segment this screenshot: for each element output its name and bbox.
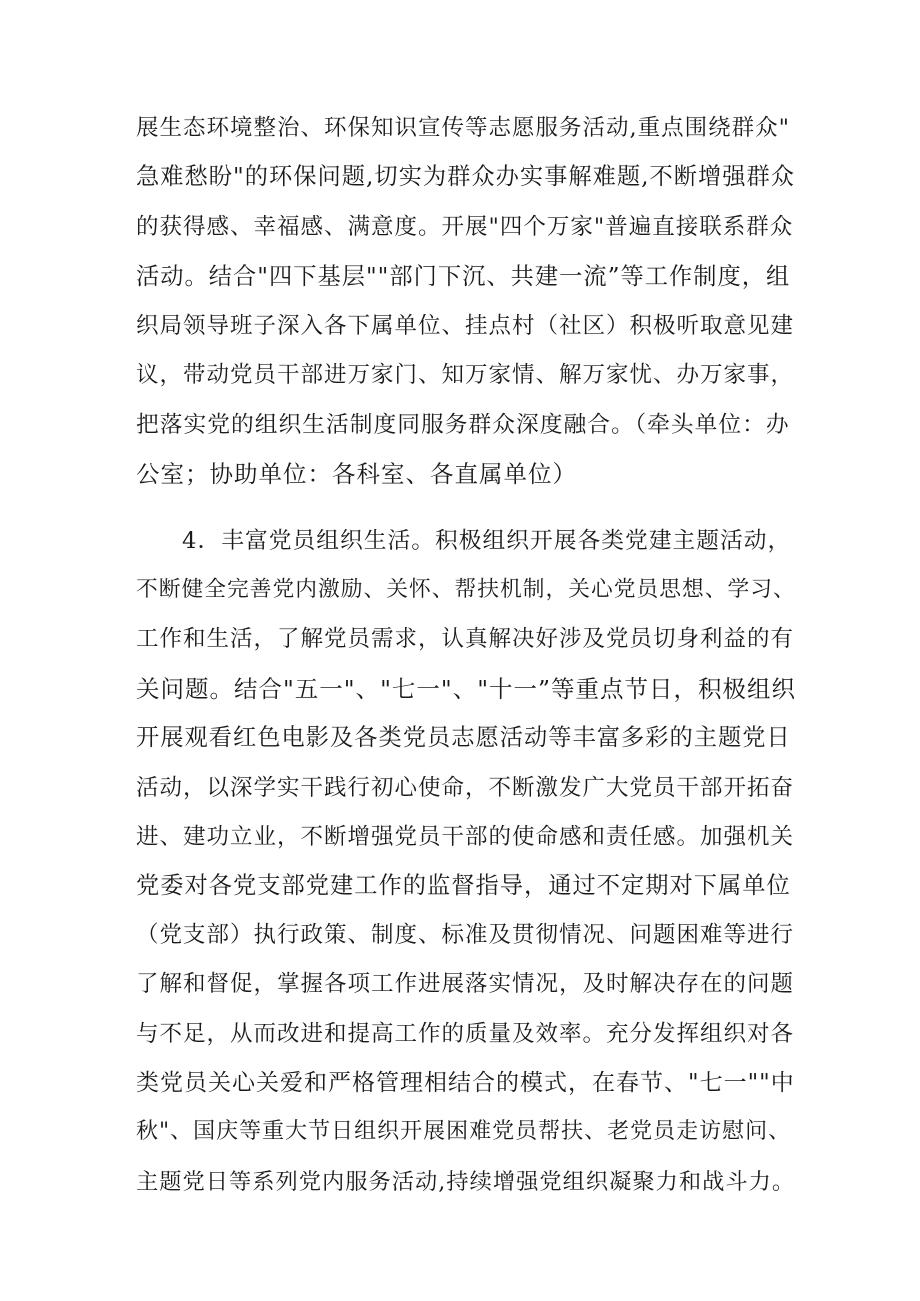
paragraph-line: 进、建功立业，不断增强党员干部的使命感和责任感。加强机关 bbox=[136, 824, 795, 850]
paragraph-line: （党支部）执行政策、制度、标准及贯彻情况、问题困难等进行 bbox=[136, 922, 795, 948]
paragraph-line: 急难愁盼"的环保问题,切实为群众办实事解难题,不断增强群众 bbox=[136, 163, 795, 190]
paragraph-line: 不断健全完善党内激励、关怀、帮扶机制，关心党员思想、学习、 bbox=[136, 577, 796, 602]
paragraph-line: 类党员关心关爱和严格管理相结合的模式，在春节、"七一""中 bbox=[136, 1070, 795, 1096]
paragraph-line: 的获得感、幸福感、满意度。开展"四个万家"普遍直接联系群众 bbox=[136, 214, 794, 240]
paragraph-line: 公室；协助单位：各科室、各直属单位） bbox=[136, 460, 577, 488]
paragraph-line: 活动。结合"四下基层""部门下沉、共建一流”等工作制度，组 bbox=[136, 263, 791, 290]
paragraph-line: 与不足，从而改进和提高工作的质量及效率。充分发挥组织对各 bbox=[136, 1021, 795, 1047]
paragraph-line: 活动，以深学实干践行初心使命，不断激发广大党员干部开拓奋 bbox=[136, 775, 795, 801]
paragraph-line: 秋"、国庆等重大节日组织开展困难党员帮扶、老党员走访慰问、 bbox=[136, 1119, 792, 1144]
paragraph-line: 关问题。结合"五一"、"七一"、"十一”等重点节日，积极组织 bbox=[136, 675, 797, 703]
paragraph-line: 工作和生活，了解党员需求，认真解决好涉及党员切身利益的有 bbox=[136, 626, 795, 652]
paragraph-line: 了解和督促，掌握各项工作进展落实情况，及时解决存在的问题 bbox=[136, 971, 795, 997]
paragraph-line: 把落实党的组织生活制度同服务群众深度融合。（牵头单位：办 bbox=[136, 412, 790, 438]
paragraph-line: 开展观看红色电影及各类党员志愿活动等丰富多彩的主题党日 bbox=[136, 724, 791, 751]
paragraph-line: 4．丰富党员组织生活。积极组织开展各类党建主题活动， bbox=[182, 528, 792, 554]
paragraph-line: 织局领导班子深入各下属单位、挂点村（社区）积极听取意见建 bbox=[136, 313, 795, 339]
paragraph-line: 展生态环境整治、环保知识宣传等志愿服务活动,重点围绕群众" bbox=[136, 115, 791, 141]
paragraph-line: 议，带动党员干部进万家门、知万家情、解万家忧、办万家事， bbox=[136, 362, 795, 388]
paragraph-line: 主题党日等系列党内服务活动,持续增强党组织凝聚力和战斗力。 bbox=[136, 1169, 796, 1195]
paragraph-line: 党委对各党支部党建工作的监督指导，通过不定期对下属单位 bbox=[136, 872, 791, 899]
